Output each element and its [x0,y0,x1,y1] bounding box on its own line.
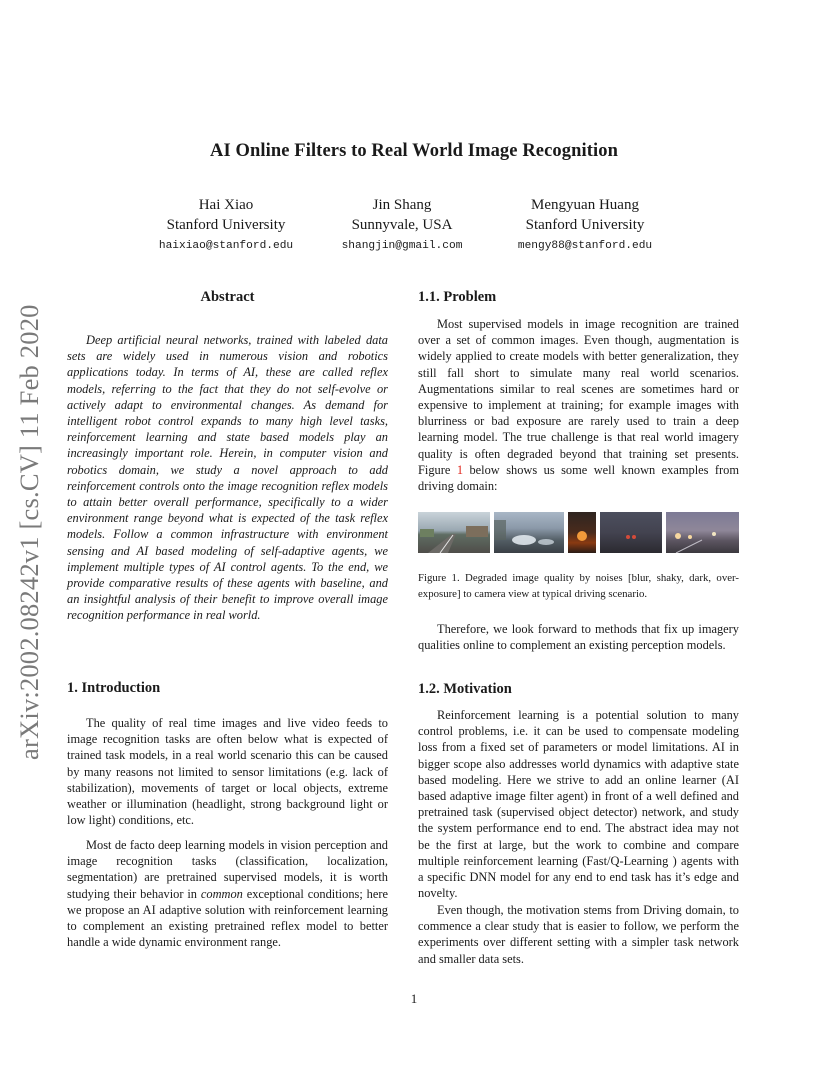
author-name: Mengyuan Huang [531,197,639,213]
paragraph-text: Most supervised models in image recognition are trained over a set of common images. Even though, augmentation is widely applied to create models with better generalization, they still fall short to simulate many real world scenarios. Augmentations similar to real scenes are sometimes hard or expensive to implement at training; for example images with blurriness or bad exposure are rarely used to train a deep learning model. The true challenge is that real world imagery quality is often degraded beyond that training set presents. Figure [418,317,739,477]
emphasis-text: common [200,886,243,901]
author-affiliation: Sunnyvale, USA [351,217,453,233]
paragraph-text: below shows us some well known examples from driving domain: [418,462,740,494]
figure-dark-image [568,512,596,553]
figure-reference-link[interactable]: 1 [456,462,464,477]
figure-blur-image [418,512,490,553]
figure-shaky-image [494,512,564,553]
paragraph-text: Most de facto deep learning models in vision perception and image recognition tasks (classification, localization, segmentation) are pretrained supervised models, it is worth studying their behavior in [67,838,388,901]
figure-overexposure-image [666,512,739,553]
author-email: shangjin@gmail.com [341,240,463,252]
abstract-heading: Abstract [200,289,255,305]
figure-night-image [600,512,662,553]
introduction-paragraph-1: The quality of real time images and live video feeds to image recognition tasks are often below what is expected of trained task models, in a real world scenario this can be caused by many reasons not limited to sensor limitations (e.g. lack of stabilization), movements of target or local objects, extreme weather or illumination (headlight, strong background light or low light) conditions, etc. [67,716,388,828]
author-1 [126,195,326,256]
motivation-paragraph-2: Even though, the motivation stems from Driving domain, to commence a clear study that is easier to follow, we perform the experiments over different setting with a simpler task network and smaller data sets. [418,903,739,966]
author-affiliation: Stanford University [525,217,645,233]
author-name: Hai Xiao [198,197,254,213]
author-name: Jin Shang [372,197,432,213]
author-email: mengy88@stanford.edu [517,240,653,252]
figure-1-caption: Figure 1. Degraded image quality by noises [blur, shaky, dark, over-exposure] to camera view at typical driving scenario. [418,572,739,600]
street-light-icon [568,512,596,553]
road-lines-icon [418,512,490,553]
motivation-paragraph-1: Reinforcement learning is a potential solution to many control problems, i.e. it can be used to compensate modeling loss from a fixed set of parameters or model limitations. AI in bigger scope also addresses world dynamics with adaptive state based modeling. Here we strive to add an online learner (AI based adaptive image filter agent) in front of a well defined and pretrained task (supervised object detector) network, and study the system performance end to end. The abstract idea may not be the first at large, but the work to combine and compare multiple reinforcement learning (Fast/Q-Learning ) agents with a specific DNN model for any end to end task has it’s edge and novelty. [418,708,739,901]
introduction-heading: 1. Introduction [67,680,161,696]
glare-lights-icon [666,512,739,553]
paragraph-text: exceptional conditions; here we propose an AI adaptive solution with reinforcement learning to complement an existing pretrained reflex model to better handle a wide dynamic environment range. [67,886,388,950]
introduction-paragraph-2 [67,837,388,950]
page-number: 1 [410,991,418,1006]
taillight-icon [600,512,662,553]
arxiv-identifier: arXiv:2002.08242v1 [cs.CV] 11 Feb 2020 [14,304,44,760]
abstract-text: Deep artificial neural networks, trained with labeled data sets are widely used in numerous vision and robotics applications today. In terms of AI, these are called reflex models, referring to the fact that they do not self-evolve or actively adapt to environmental changes. As demand for intelligent robot control expands to many high level tasks, reinforcement learning and state based models play an increasingly important role. Herein, in computer vision and robotics domain, we study a novel approach to add reinforcement controls onto the image recognition reflex models to attain better overall performance, specifically to a wider environment range beyond what is expected of the task reflex models. Follow a common infrastructure with environment sensing and AI based modeling of self-adaptive agents, we implement multiple types of AI control agents. To the end, we provide comparative results of these agents with baseline, and an insightful analysis of their benefit to improve overall image recognition performance in real world. [67,333,388,623]
motivation-heading: 1.2. Motivation [418,681,512,697]
headlight-glare-icon [494,512,564,553]
author-3 [485,195,685,256]
author-email: haixiao@stanford.edu [158,240,294,252]
figure-1-image-strip [418,512,739,553]
problem-paragraph-1 [418,316,739,494]
author-2 [302,195,502,256]
author-affiliation: Stanford University [166,217,286,233]
problem-heading: 1.1. Problem [418,289,497,305]
paper-title: AI Online Filters to Real World Image Recognition [210,141,618,161]
problem-paragraph-2: Therefore, we look forward to methods that fix up imagery qualities online to complement an existing perception models. [418,622,739,653]
